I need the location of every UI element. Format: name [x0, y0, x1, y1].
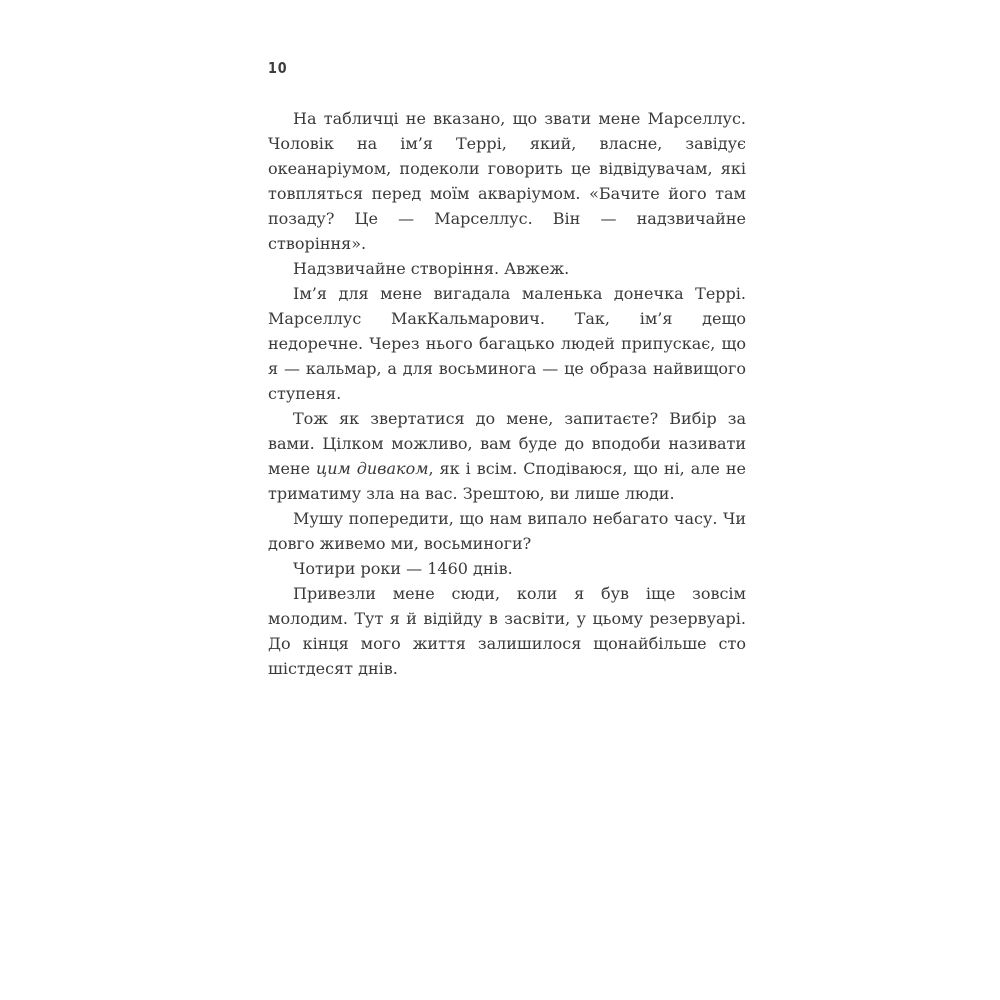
paragraph	[268, 281, 746, 406]
paragraph	[268, 556, 746, 581]
paragraph	[268, 506, 746, 556]
text-run: Мушу попередити, що нам випало небагато часу. Чи довго живемо ми, восьминоги?	[268, 509, 746, 553]
paragraph	[268, 106, 746, 256]
paragraph	[268, 256, 746, 281]
text-run: Тож як звертатися до мене, запитаєте? Вибір за вами. Цілком можливо, вам буде до вподоби називати мене	[268, 409, 746, 478]
text-run: , як і всім. Сподіваюся, що ні, але не триматиму зла на вас. Зрештою, ви лише люди.	[268, 459, 747, 503]
page-number: 10	[268, 59, 288, 77]
text-run: Привезли мене сюди, коли я був іще зовсім молодим. Тут я й відійду в засвіти, у цьому резервуарі. До кінця мого життя залишилося щонайбільше сто шістдесят днів.	[268, 584, 746, 678]
paragraph	[268, 581, 746, 681]
text-run: На табличці не вказано, що звати мене Марселлус. Чоловік на ім’я Террі, який, власне, завідує океанаріумом, подеколи говорить це відвідувачам, які товпляться перед моїм акваріумом. «Бачите його там позаду? Це — Марселлус. Він — надзвичайне створіння».	[268, 109, 746, 253]
text-run: Ім’я для мене вигадала маленька донечка Террі. Марселлус МакКальмарович. Так, ім’я дещо недоречне. Через нього багацько людей припускає, що я — кальмар, а для восьминога — це образа найвищого ступеня.	[268, 284, 746, 403]
italic-run: цим диваком	[316, 459, 429, 478]
body-text	[268, 106, 746, 681]
text-run: Надзвичайне створіння. Авжеж.	[293, 259, 570, 278]
text-run: Чотири роки — 1460 днів.	[293, 559, 513, 578]
paragraph	[268, 406, 746, 506]
